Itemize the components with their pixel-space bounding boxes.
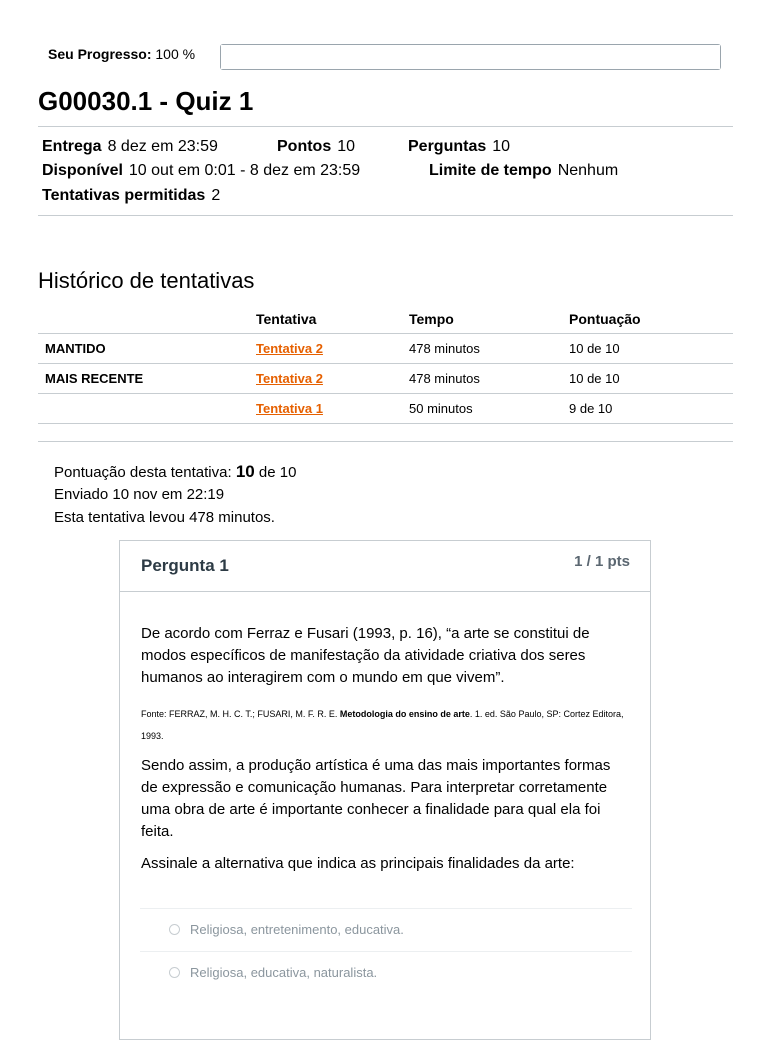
progress-value: 100 % [155, 46, 196, 62]
attempt-link[interactable]: Tentativa 2 [256, 371, 323, 386]
divider [38, 441, 733, 442]
progress-label-text: Seu Progresso: [48, 46, 152, 62]
question-prompt: Assinale a alternativa que indica as principais finalidades da arte: [141, 855, 575, 872]
attempt-score: 10 de 10 [569, 364, 733, 394]
meta-perguntas: Perguntas 10 [408, 138, 511, 155]
question-header [120, 541, 650, 592]
question-points: 1 / 1 pts [574, 553, 630, 570]
table-row [38, 364, 733, 394]
question-title: Pergunta 1 [141, 556, 229, 575]
progress-label [48, 46, 195, 62]
attempt-link[interactable]: Tentativa 2 [256, 341, 323, 356]
meta-entrega: Entrega 8 dez em 23:59 [42, 138, 218, 155]
history-title: Histórico de tentativas [38, 268, 255, 293]
table-row [38, 394, 733, 424]
attempt-score: 9 de 10 [569, 394, 733, 424]
radio-icon[interactable] [169, 924, 180, 935]
question-source: Fonte: FERRAZ, M. H. C. T.; FUSARI, M. F. R. E. Metodologia do ensino de arte. 1. ed. São Paulo, SP: Cortez Editora, 1993. [141, 709, 624, 741]
answer-label: Religiosa, entretenimento, educativa. [190, 922, 404, 937]
history-header-row [38, 305, 733, 334]
attempt-link[interactable]: Tentativa 1 [256, 401, 323, 416]
question-paragraph: Sendo assim, a produção artística é uma das mais importantes formas de expressão e comunicação humanas. Para interpretar corretamente uma obra de arte é importante conhecer a finalidade para qual ela foi feita. [141, 757, 611, 840]
col-header-score: Pontuação [569, 305, 733, 334]
divider [38, 126, 733, 127]
question-card [119, 540, 651, 1040]
col-header-attempt: Tentativa [256, 305, 409, 334]
page-title: G00030.1 - Quiz 1 [38, 86, 254, 116]
attempt-duration: Esta tentativa levou 478 minutos. [54, 509, 275, 526]
attempt-time: 478 minutos [409, 334, 569, 364]
col-header-time: Tempo [409, 305, 569, 334]
progress-bar [220, 44, 721, 70]
answer-option[interactable] [140, 908, 632, 951]
question-paragraph: De acordo com Ferraz e Fusari (1993, p. 16), “a arte se constitui de modos específicos de manifestação da atividade criativa dos seres humanos ao interagirem com o mundo em que vivem”. [141, 625, 590, 686]
history-table [38, 305, 733, 424]
radio-icon[interactable] [169, 967, 180, 978]
attempt-sent: Enviado 10 nov em 22:19 [54, 486, 225, 503]
meta-pontos: Pontos 10 [277, 138, 356, 155]
table-row [38, 334, 733, 364]
attempt-status: MAIS RECENTE [38, 364, 256, 394]
col-header-label [38, 305, 256, 334]
attempt-score: 10 de 10 [569, 334, 733, 364]
attempt-time: 50 minutos [409, 394, 569, 424]
meta-limite: Limite de tempo Nenhum [429, 162, 619, 179]
meta-tentativas: Tentativas permitidas 2 [42, 187, 221, 204]
progress-fill [221, 45, 720, 69]
answer-option[interactable] [140, 951, 632, 994]
answer-label: Religiosa, educativa, naturalista. [190, 965, 378, 980]
meta-disponivel: Disponível 10 out em 0:01 - 8 dez em 23:59 [42, 162, 361, 179]
divider [38, 215, 733, 216]
attempt-status: MANTIDO [38, 334, 256, 364]
attempt-status [38, 394, 256, 424]
attempt-score-summary: Pontuação desta tentativa: 10 de 10 [54, 462, 297, 481]
attempt-time: 478 minutos [409, 364, 569, 394]
